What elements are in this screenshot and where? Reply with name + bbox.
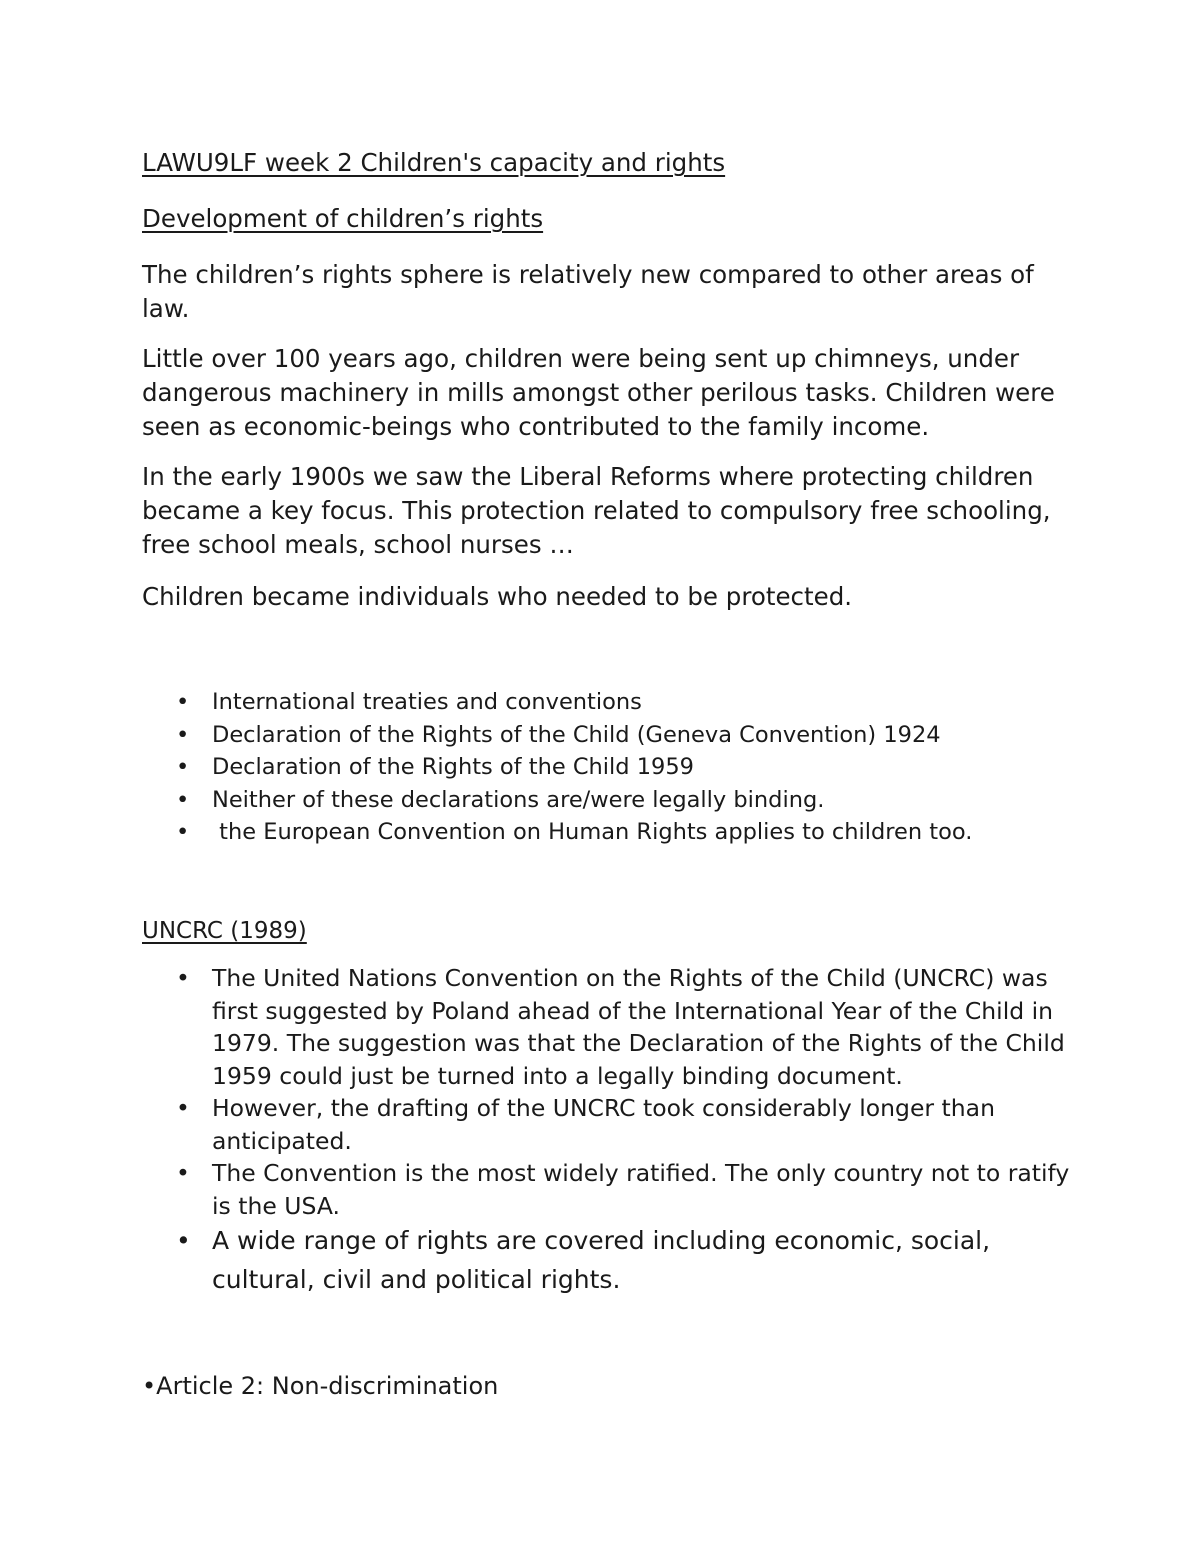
bullet-icon: • [176, 786, 190, 813]
document-title: LAWU9LF week 2 Children's capacity and rights [142, 148, 726, 177]
list-item: • Neither of these declarations are/were legally binding. [142, 784, 1082, 817]
list-item: • The Convention is the most widely ratified. The only country not to ratify is the USA. [176, 1159, 1070, 1220]
list-item: • International treaties and conventions [142, 686, 1082, 719]
bullet-icon: • [176, 1159, 190, 1187]
list-item: • the European Convention on Human Rights applies to children too. [142, 816, 1082, 849]
section-heading-development: Development of children’s rights [142, 204, 544, 233]
list-item: • A wide range of rights are covered including economic, social, cultural, civil and political rights. [142, 1222, 1082, 1299]
bullet-icon: • [176, 964, 190, 992]
paragraph-intro: The children’s rights sphere is relatively new compared to other areas of law. [142, 260, 1034, 323]
section-heading-uncrc: UNCRC (1989) [142, 918, 307, 944]
bullet-icon: • [176, 1226, 191, 1255]
bullet-list-treaties [142, 686, 1082, 849]
bullet-icon: • [176, 721, 190, 748]
paragraph-liberal-reforms: In the early 1900s we saw the Liberal Reforms where protecting children became a key focus. This protection related to compulsory free schooling, free school meals, school nurses … [142, 462, 1051, 559]
list-item: • The United Nations Convention on the Rights of the Child (UNCRC) was first suggested by Poland ahead of the International Year of the Child in 1979. The suggestion was that the Declaration of the Rights of the Child 1959 could just be turned into a legally binding document. [176, 964, 1065, 1090]
paragraph-history: Little over 100 years ago, children were being sent up chimneys, under dangerous machinery in mills amongst other perilous tasks. Children were seen as economic-beings who contributed to the family income. [142, 344, 1055, 441]
bullet-list-uncrc [142, 962, 1082, 1299]
bullet-icon: • [176, 754, 190, 780]
bullet-icon: • [176, 689, 190, 715]
list-item: • Declaration of the Rights of the Child 1959 [142, 751, 1082, 784]
article-2-line: •Article 2: Non-discrimination [142, 1372, 499, 1400]
list-item: • Declaration of the Rights of the Child (Geneva Convention) 1924 [142, 719, 1082, 752]
list-item: • However, the drafting of the UNCRC took considerably longer than anticipated. [176, 1094, 995, 1155]
bullet-icon: • [176, 1094, 190, 1122]
bullet-icon: • [176, 819, 190, 845]
paragraph-protected: Children became individuals who needed to be protected. [142, 582, 853, 611]
